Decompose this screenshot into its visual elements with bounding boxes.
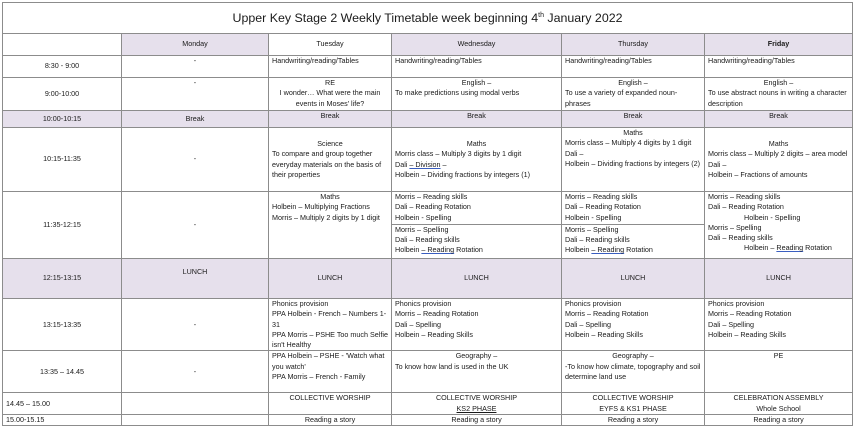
day-header-tuesday: Tuesday — [269, 34, 392, 56]
friday-cell: LUNCH — [705, 259, 853, 299]
time-cell: 13:35 – 14.45 — [3, 351, 122, 393]
wednesday-cell: Phonics provision Morris – Reading Rotation Dali – Spelling Holbein – Reading Skills — [392, 299, 562, 351]
monday-cell: - — [122, 299, 269, 351]
friday-cell: CELEBRATION ASSEMBLY Whole School — [705, 393, 853, 415]
tuesday-cell: LUNCH — [269, 259, 392, 299]
timetable-row — [3, 393, 853, 415]
monday-cell — [122, 393, 269, 415]
tuesday-cell: Maths Holbein – Multiplying Fractions Morris – Multiply 2 digits by 1 digit — [269, 192, 392, 259]
friday-cell: English – To use abstract nouns in writing a character description — [705, 78, 853, 111]
time-cell: 12:15-13:15 — [3, 259, 122, 299]
wednesday-cell: English – To make predictions using modal verbs — [392, 78, 562, 111]
timetable-title: Upper Key Stage 2 Weekly Timetable week beginning 4th January 2022 — [3, 3, 853, 34]
timetable-row — [3, 351, 853, 393]
friday-cell: Reading a story — [705, 415, 853, 426]
wednesday-cell: COLLECTIVE WORSHIP KS2 PHASE — [392, 393, 562, 415]
timetable-row — [3, 299, 853, 351]
timetable-row — [3, 415, 853, 426]
wednesday-cell: LUNCH — [392, 259, 562, 299]
thursday-cell: LUNCH — [562, 259, 705, 299]
monday-cell: - — [122, 56, 269, 78]
monday-cell: - — [122, 192, 269, 259]
day-header-wednesday: Wednesday — [392, 34, 562, 56]
time-cell: 11:35-12:15 — [3, 192, 122, 259]
tuesday-cell: PPA Holbein – PSHE - 'Watch what you watch' PPA Morris – French - Family — [269, 351, 392, 393]
day-header-monday: Monday — [122, 34, 269, 56]
monday-cell: LUNCH — [122, 259, 269, 299]
wednesday-cell: Morris – Reading skills Dali – Reading Rotation Holbein - Spelling Morris – Spelling Dali – Reading skills Holbein – Reading Rotation — [392, 192, 562, 259]
tuesday-cell: Break — [269, 111, 392, 128]
time-cell: 10:15-11:35 — [3, 128, 122, 192]
time-cell: 9:00-10:00 — [3, 78, 122, 111]
friday-cell: Handwriting/reading/Tables — [705, 56, 853, 78]
corner-cell — [3, 34, 122, 56]
thursday-cell: English – To use a variety of expanded noun-phrases — [562, 78, 705, 111]
tuesday-cell: Reading a story — [269, 415, 392, 426]
friday-cell: Break — [705, 111, 853, 128]
day-header-friday: Friday — [705, 34, 853, 56]
friday-cell: Phonics provision Morris – Reading Rotation Dali – Spelling Holbein – Reading Skills — [705, 299, 853, 351]
time-cell: 14.45 – 15.00 — [3, 393, 122, 415]
timetable-row — [3, 192, 853, 259]
wednesday-cell: Break — [392, 111, 562, 128]
time-cell: 13:15-13:35 — [3, 299, 122, 351]
monday-cell — [122, 415, 269, 426]
lunch-row — [3, 259, 853, 299]
thursday-cell: Geography – -To know how climate, topography and soil determine land use — [562, 351, 705, 393]
wednesday-cell: Reading a story — [392, 415, 562, 426]
time-cell: 10:00-10:15 — [3, 111, 122, 128]
timetable-row — [3, 78, 853, 111]
monday-cell: - — [122, 78, 269, 111]
thursday-cell: Phonics provision Morris – Reading Rotation Dali – Spelling Holbein – Reading Skills — [562, 299, 705, 351]
tuesday-cell: Science To compare and group together everyday materials on the basis of their properties — [269, 128, 392, 192]
monday-cell: - — [122, 351, 269, 393]
monday-cell: Break — [122, 111, 269, 128]
thursday-cell: Maths Morris class – Multiply 4 digits by 1 digit Dali – Holbein – Dividing fractions by integers (2) — [562, 128, 705, 192]
time-cell: 8:30 - 9:00 — [3, 56, 122, 78]
friday-cell: PE — [705, 351, 853, 393]
friday-cell: Morris – Reading skills Dali – Reading Rotation Holbein - Spelling Morris – Spelling Dali – Reading skills Holbein – Reading Rotation — [705, 192, 853, 259]
tuesday-cell: COLLECTIVE WORSHIP — [269, 393, 392, 415]
thursday-cell: Reading a story — [562, 415, 705, 426]
timetable-row — [3, 128, 853, 192]
day-header-thursday: Thursday — [562, 34, 705, 56]
wednesday-cell: Handwriting/reading/Tables — [392, 56, 562, 78]
weekly-timetable — [2, 2, 853, 426]
wednesday-cell: Maths Morris class – Multiply 3 digits by 1 digit Dali – Division – Holbein – Dividing fractions by integers (1) — [392, 128, 562, 192]
tuesday-cell: Phonics provision PPA Holbein - French – Numbers 1-31 PPA Morris – PSHE Too much Selfie isn't Healthy — [269, 299, 392, 351]
friday-cell: Maths Morris class – Multiply 2 digits – area model Dali – Holbein – Fractions of amounts — [705, 128, 853, 192]
tuesday-cell: Handwriting/reading/Tables — [269, 56, 392, 78]
day-header-row — [3, 34, 853, 56]
thursday-cell: Handwriting/reading/Tables — [562, 56, 705, 78]
thursday-cell: Morris – Reading skills Dali – Reading Rotation Holbein - Spelling Morris – Spelling Dali – Reading skills Holbein – Reading Rotation — [562, 192, 705, 259]
time-cell: 15.00-15.15 — [3, 415, 122, 426]
timetable-row — [3, 56, 853, 78]
wednesday-cell: Geography – To know how land is used in the UK — [392, 351, 562, 393]
thursday-cell: COLLECTIVE WORSHIP EYFS & KS1 PHASE — [562, 393, 705, 415]
monday-cell: - — [122, 128, 269, 192]
tuesday-cell: RE I wonder… What were the main events in Moses' life? — [269, 78, 392, 111]
thursday-cell: Break — [562, 111, 705, 128]
break-row — [3, 111, 853, 128]
